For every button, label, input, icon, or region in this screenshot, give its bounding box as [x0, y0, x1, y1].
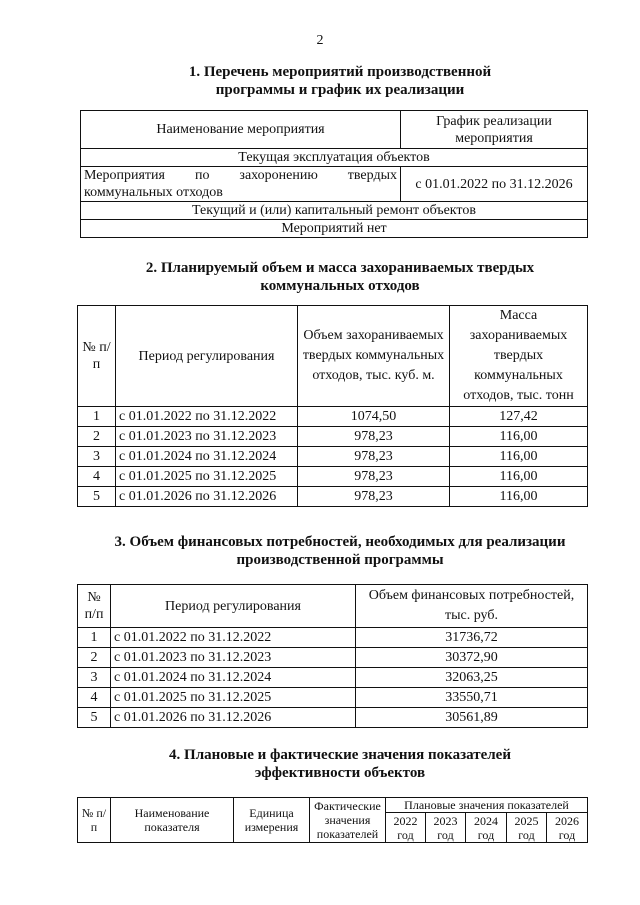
col-indicator-name: Наименование показателя [111, 798, 234, 843]
table-row: 3 с 01.01.2024 по 31.12.2024 978,23 116,00 [78, 447, 588, 467]
col-year: 2026 год [547, 813, 588, 843]
table-row: 2 с 01.01.2023 по 31.12.2023 978,23 116,00 [78, 427, 588, 447]
finance-table [77, 584, 588, 728]
col-year: 2023 год [426, 813, 466, 843]
col-unit: Единица измерения [234, 798, 310, 843]
activities-table [80, 110, 588, 238]
col-num: № п/п [78, 585, 111, 628]
table-row: 4 с 01.01.2025 по 31.12.2025 978,23 116,00 [78, 467, 588, 487]
group-repair: Текущий и (или) капитальный ремонт объектов [81, 202, 588, 220]
col-num: № п/п [78, 798, 111, 843]
table-row: 1 с 01.01.2022 по 31.12.2022 1074,50 127,42 [78, 407, 588, 427]
table-row: 3 с 01.01.2024 по 31.12.2024 32063,25 [78, 668, 588, 688]
col-period: Период регулирования [116, 306, 298, 407]
group-repair-value: Мероприятий нет [81, 220, 588, 238]
section1-title: 1. Перечень мероприятий производственной программы и график их реализации [188, 64, 492, 98]
table-row: 5 с 01.01.2026 по 31.12.2026 30561,89 [78, 708, 588, 728]
table-row: 1 с 01.01.2022 по 31.12.2022 31736,72 [78, 628, 588, 648]
col-mass: Масса захораниваемых твердых коммунальных отходов, тыс. тонн [450, 306, 588, 407]
col-actual-values: Фактические значения показателей [310, 798, 386, 843]
table-row: 5 с 01.01.2026 по 31.12.2026 978,23 116,00 [78, 487, 588, 507]
col-activity-name: Наименование мероприятия [81, 111, 401, 149]
col-finance: Объем финансовых потребностей, тыс. руб. [356, 585, 588, 628]
table-row: 4 с 01.01.2025 по 31.12.2025 33550,71 [78, 688, 588, 708]
col-volume: Объем захораниваемых твердых коммунальных отходов, тыс. куб. м. [298, 306, 450, 407]
col-year: 2025 год [507, 813, 547, 843]
col-year: 2022 год [386, 813, 426, 843]
col-planned-values: Плановые значения показателей [386, 798, 588, 813]
page-number: 2 [316, 33, 324, 48]
activity-schedule-cell: с 01.01.2022 по 31.12.2026 [401, 167, 588, 202]
activity-name-cell: Мероприятия по захоронению твердых коммунальных отходов [81, 167, 401, 202]
section3-title: 3. Объем финансовых потребностей, необходимых для реализации производственной программы [114, 534, 566, 568]
group-current-operation: Текущая эксплуатация объектов [81, 149, 588, 167]
col-num: № п/п [78, 306, 116, 407]
indicators-table [77, 797, 588, 843]
col-schedule: График реализации мероприятия [401, 111, 588, 149]
col-year: 2024 год [466, 813, 507, 843]
waste-volume-table [77, 305, 588, 507]
section2-title: 2. Планируемый объем и масса захораниваемых твердых коммунальных отходов [145, 260, 535, 294]
col-period: Период регулирования [111, 585, 356, 628]
section4-title: 4. Плановые и фактические значения показателей эффективности объектов [169, 747, 511, 781]
table-row: 2 с 01.01.2023 по 31.12.2023 30372,90 [78, 648, 588, 668]
